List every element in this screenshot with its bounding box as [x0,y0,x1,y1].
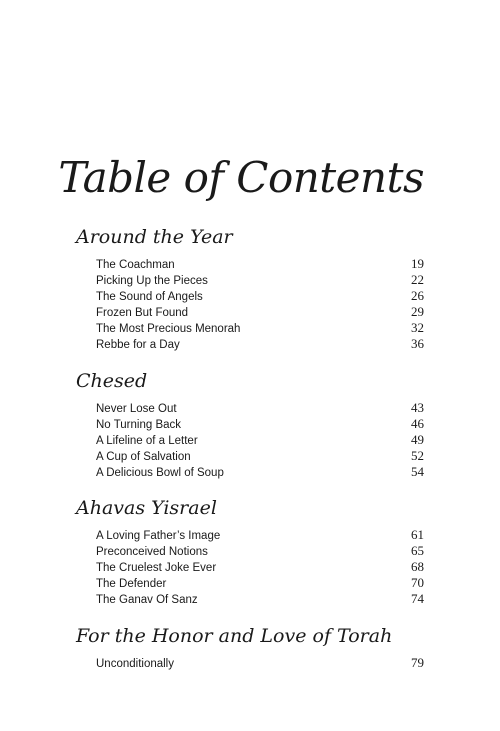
entry-list [96,655,424,671]
entry-title: Rebbe for a Day [96,339,180,352]
entry-page-number: 54 [411,463,424,479]
entry-title: The Sound of Angels [96,291,203,304]
section-around-the-year [76,225,424,353]
entry-page-number: 26 [411,288,424,304]
toc-entry[interactable] [96,336,424,352]
section-heading: Around the Year [76,226,233,248]
entry-title: The Coachman [96,259,175,271]
entry-page-number: 43 [411,399,424,415]
toc-entry[interactable] [96,527,424,543]
entry-title: Unconditionally [96,657,174,670]
page-title: Table of Contents [58,153,424,202]
toc-entry[interactable] [96,655,424,671]
section-heading: Ahavas Yisrael [76,497,217,520]
section-chesed [76,369,424,480]
entry-title: A Cup of Salvation [96,450,191,463]
entry-page-number: 70 [411,575,424,591]
entry-title: Picking Up the Pieces [96,275,208,288]
entry-page-number: 29 [411,304,424,320]
toc-entry[interactable] [96,464,424,480]
entry-title: The Cruelest Joke Ever [96,562,217,575]
toc-entry[interactable] [96,575,424,591]
toc-entry[interactable] [96,272,424,288]
entry-page-number: 19 [411,256,424,271]
entry-page-number: 74 [411,591,424,607]
entry-page-number: 46 [411,415,424,431]
toc-entry[interactable] [96,288,424,304]
table-of-contents [76,225,424,687]
entry-title: A Delicious Bowl of Soup [96,466,224,479]
toc-entry[interactable] [96,432,424,448]
entry-list [96,527,424,607]
entry-title: Never Lose Out [96,402,177,415]
entry-page-number: 32 [411,320,424,336]
toc-entry[interactable] [96,320,424,336]
entry-title: Frozen But Found [96,307,189,320]
entry-title: The Defender [96,578,167,591]
entry-page-number: 49 [411,431,424,447]
entry-page-number: 22 [411,272,424,288]
toc-entry[interactable] [96,543,424,559]
toc-entry[interactable] [96,400,424,416]
section-for-the-honor-and-love-of-torah [76,624,424,671]
entry-page-number: 65 [411,543,424,559]
section-heading: Chesed [76,369,148,392]
entry-list [96,256,424,353]
toc-entry[interactable] [96,304,424,320]
toc-entry[interactable] [96,591,424,607]
entry-page-number: 79 [411,654,424,670]
section-ahavas-yisrael [76,496,424,607]
entry-title: The Most Precious Menorah [96,323,241,336]
entry-page-number: 61 [411,527,424,543]
entry-title: Preconceived Notions [96,546,208,559]
entry-page-number: 36 [411,336,424,352]
entry-list [96,400,424,480]
entry-page-number: 52 [411,447,424,463]
toc-entry[interactable] [96,416,424,432]
entry-title: No Turning Back [96,418,182,431]
toc-entry[interactable] [96,256,424,272]
entry-page-number: 68 [411,559,424,575]
section-heading: For the Honor and Love of Torah [76,624,393,647]
entry-title: The Ganav Of Sanz [96,594,198,607]
entry-title: A Loving Father’s Image [96,530,221,543]
entry-title: A Lifeline of a Letter [96,434,198,447]
toc-entry[interactable] [96,448,424,464]
toc-entry[interactable] [96,559,424,575]
